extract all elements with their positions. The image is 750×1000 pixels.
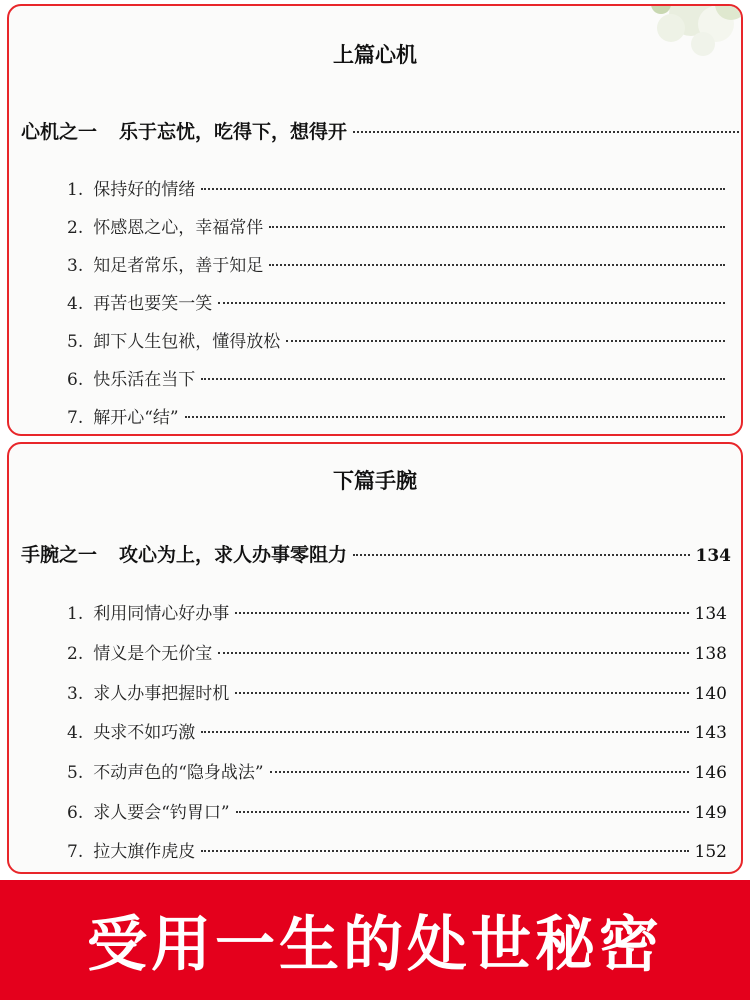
chapter-heading <box>21 540 731 567</box>
toc-entry <box>67 175 731 200</box>
toc-entry <box>67 718 727 743</box>
entry-number: 6. <box>67 370 84 390</box>
dot-leader <box>353 554 689 556</box>
page-number: 140 <box>694 684 727 704</box>
entry-title: 快乐活在当下 <box>93 370 196 390</box>
toc-entry <box>67 679 727 704</box>
part-title: 下篇手腕 <box>333 468 417 493</box>
entry-title: 拉大旗作虎皮 <box>93 842 196 862</box>
dot-leader <box>269 264 725 266</box>
dot-leader <box>218 652 688 654</box>
page-number: 134 <box>694 604 727 624</box>
toc-entry <box>67 599 727 624</box>
page-number: 149 <box>694 803 727 823</box>
toc-entry <box>67 213 731 238</box>
entry-title: 利用同情心好办事 <box>93 604 230 624</box>
slogan-text: 受用一生的处世秘密 <box>87 910 663 980</box>
entry-title: 不动声色的“隐身战法” <box>93 763 264 783</box>
entry-title: 解开心“结” <box>93 408 179 428</box>
entry-title: 保持好的情绪 <box>93 180 196 200</box>
toc-entry <box>67 365 731 390</box>
entry-number: 6. <box>67 803 84 823</box>
entry-number: 3. <box>67 684 84 704</box>
entry-title: 情义是个无价宝 <box>93 644 213 664</box>
entry-title: 求人要会“钓胃口” <box>93 803 230 823</box>
entry-number: 4. <box>67 723 84 743</box>
chapter-title: 攻心为上，求人办事零阻力 <box>119 544 348 566</box>
entry-number: 7. <box>67 408 84 428</box>
entry-title: 知足者常乐，善于知足 <box>93 256 264 276</box>
entry-number: 3. <box>67 256 84 276</box>
entry-number: 7. <box>67 842 84 862</box>
toc-entry <box>67 837 727 862</box>
toc-entry <box>67 639 727 664</box>
dot-leader <box>235 612 688 614</box>
dot-leader <box>185 416 725 418</box>
page-number: 143 <box>694 723 727 743</box>
dot-leader <box>218 302 725 304</box>
dot-leader <box>201 188 725 190</box>
toc-entry <box>67 289 731 314</box>
toc-entry <box>67 327 731 352</box>
dot-leader <box>201 731 688 733</box>
entry-number: 2. <box>67 644 84 664</box>
part-title: 上篇心机 <box>333 42 417 67</box>
entry-title: 求人办事把握时机 <box>93 684 230 704</box>
dot-leader <box>235 692 688 694</box>
chapter-title: 乐于忘忧，吃得下，想得开 <box>119 121 348 143</box>
toc-entry <box>67 798 727 823</box>
lower-toc-panel <box>7 442 743 874</box>
chapter-number: 手腕之一 <box>21 544 98 566</box>
dot-leader <box>201 378 725 380</box>
entry-number: 2. <box>67 218 84 238</box>
page-number: 152 <box>694 842 727 862</box>
dot-leader <box>201 850 688 852</box>
entry-title: 再苦也要笑一笑 <box>93 294 213 314</box>
upper-toc-panel <box>7 4 743 436</box>
entry-title: 怀感恩之心，幸福常伴 <box>93 218 264 238</box>
entry-number: 1. <box>67 604 84 624</box>
toc-entry <box>67 758 727 783</box>
dot-leader <box>236 811 689 813</box>
toc-entry <box>67 403 731 428</box>
entry-title: 卸下人生包袱，懂得放松 <box>93 332 281 352</box>
page-number: 138 <box>694 644 727 664</box>
chapter-heading <box>21 117 743 144</box>
entry-number: 5. <box>67 763 84 783</box>
entry-number: 1. <box>67 180 84 200</box>
entry-title: 央求不如巧激 <box>93 723 196 743</box>
dot-leader <box>353 131 739 133</box>
page-number: 146 <box>694 763 727 783</box>
dot-leader <box>270 771 689 773</box>
entry-number: 4. <box>67 294 84 314</box>
dot-leader <box>269 226 725 228</box>
page-number: 134 <box>695 546 731 566</box>
entry-number: 5. <box>67 332 84 352</box>
toc-entry <box>67 251 731 276</box>
dot-leader <box>286 340 725 342</box>
chapter-number: 心机之一 <box>21 121 98 143</box>
slogan-banner <box>0 880 750 1000</box>
